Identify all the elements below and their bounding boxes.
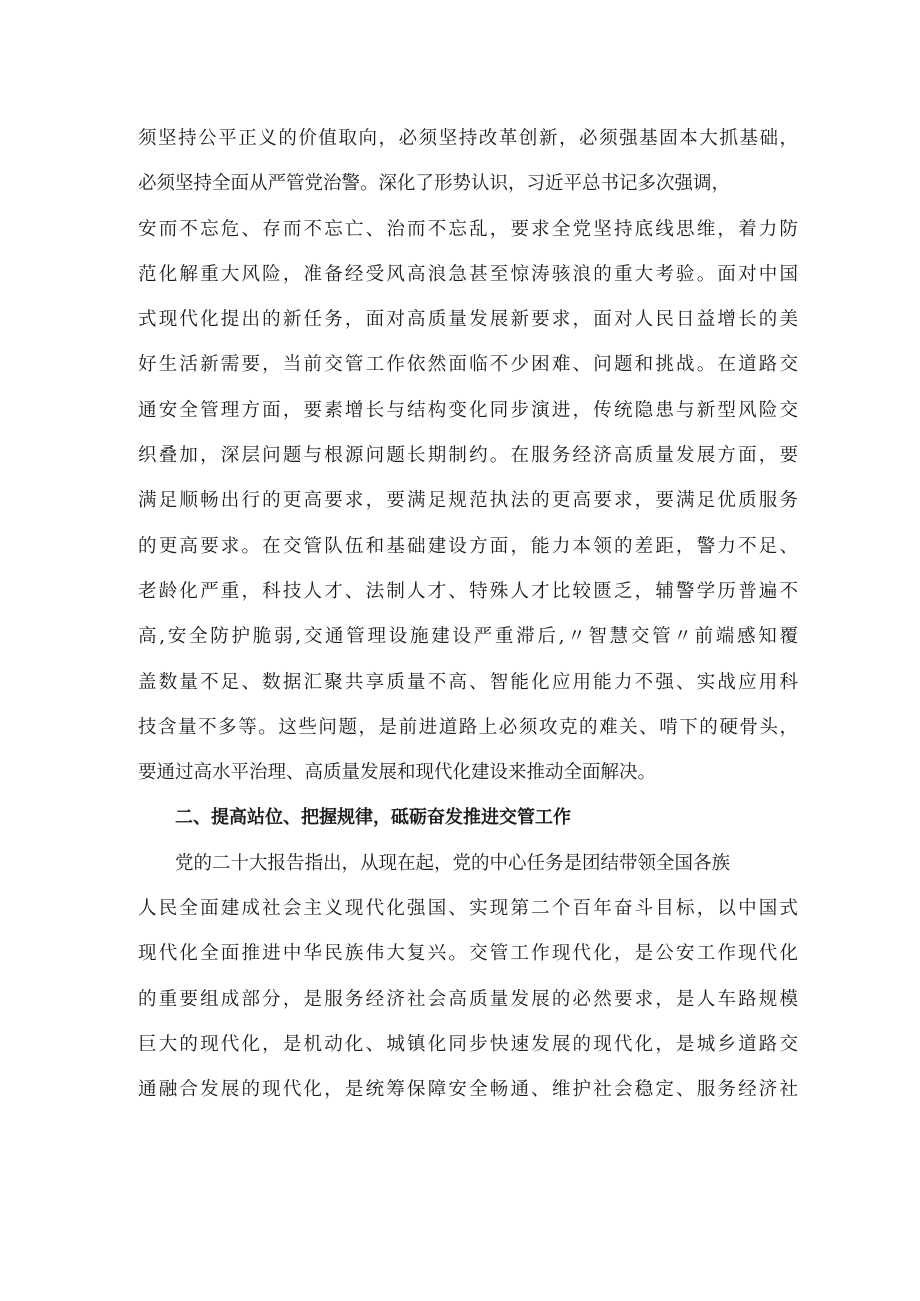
body-text	[138, 116, 798, 1113]
text-line: 巨大的现代化，是机动化、城镇化同步快速发展的现代化，是城乡道路交	[138, 1033, 798, 1055]
text-line: 通安全管理方面，要素增长与结构变化同步演进，传统隐患与新型风险交	[138, 399, 798, 421]
text-line: 安而不忘危、存而不忘亡、治而不忘乱，要求全党坚持底线思维，着力防	[138, 218, 798, 240]
text-line: 式现代化提出的新任务，面对高质量发展新要求，面对人民日益增长的美	[138, 309, 798, 331]
text-line: 好生活新需要，当前交管工作依然面临不少困难、问题和挑战。在道路交	[138, 354, 798, 376]
text-line: 人民全面建成社会主义现代化强国、实现第二个百年奋斗目标，以中国式	[138, 898, 798, 920]
section-heading: 二、提高站位、把握规律，砥砺奋发推进交管工作	[175, 807, 571, 829]
text-line: 老龄化严重，科技人才、法制人才、特殊人才比较匮乏，辅警学历普遍不	[138, 580, 798, 602]
text-line: 要通过高水平治理、高质量发展和现代化建设来推动全面解决。	[138, 762, 657, 784]
text-line: 高,安全防护脆弱,交通管理设施建设严重滞后,〃智慧交管〃前端感知覆	[138, 626, 798, 648]
text-line: 通融合发展的现代化，是统筹保障安全畅通、维护社会稳定、服务经济社	[138, 1079, 798, 1101]
text-line: 的重要组成部分，是服务经济社会高质量发展的必然要求，是人车路规模	[138, 988, 798, 1010]
text-line: 须坚持公平正义的价值取向，必须坚持改革创新，必须强基固本大抓基础，	[138, 128, 798, 149]
text-line: 必须坚持全面从严管党治警。深化了形势认识，习近平总书记多次强调，	[138, 173, 731, 195]
paragraph-1	[138, 116, 798, 795]
text-line: 范化解重大风险，准备经受风高浪急甚至惊涛骇浪的重大考验。面对中国	[138, 263, 798, 285]
text-line: 盖数量不足、数据汇聚共享质量不高、智能化应用能力不强、实战应用科	[138, 671, 798, 693]
text-line: 现代化全面推进中华民族伟大复兴。交管工作现代化，是公安工作现代化	[138, 943, 798, 965]
text-line: 的更高要求。在交管队伍和基础建设方面，能力本领的差距，警力不足、	[138, 535, 798, 557]
text-line: 满足顺畅出行的更高要求，要满足规范执法的更高要求，要满足优质服务	[138, 490, 798, 512]
text-line: 党的二十大报告指出，从现在起，党的中心任务是团结带领全国各族	[175, 852, 731, 874]
text-line: 织叠加，深层问题与根源问题长期制约。在服务经济高质量发展方面，要	[138, 445, 798, 467]
paragraph-2	[138, 841, 798, 1113]
text-line: 技含量不多等。这些问题，是前进道路上必须攻克的难关、啃下的硬骨头，	[138, 716, 798, 738]
